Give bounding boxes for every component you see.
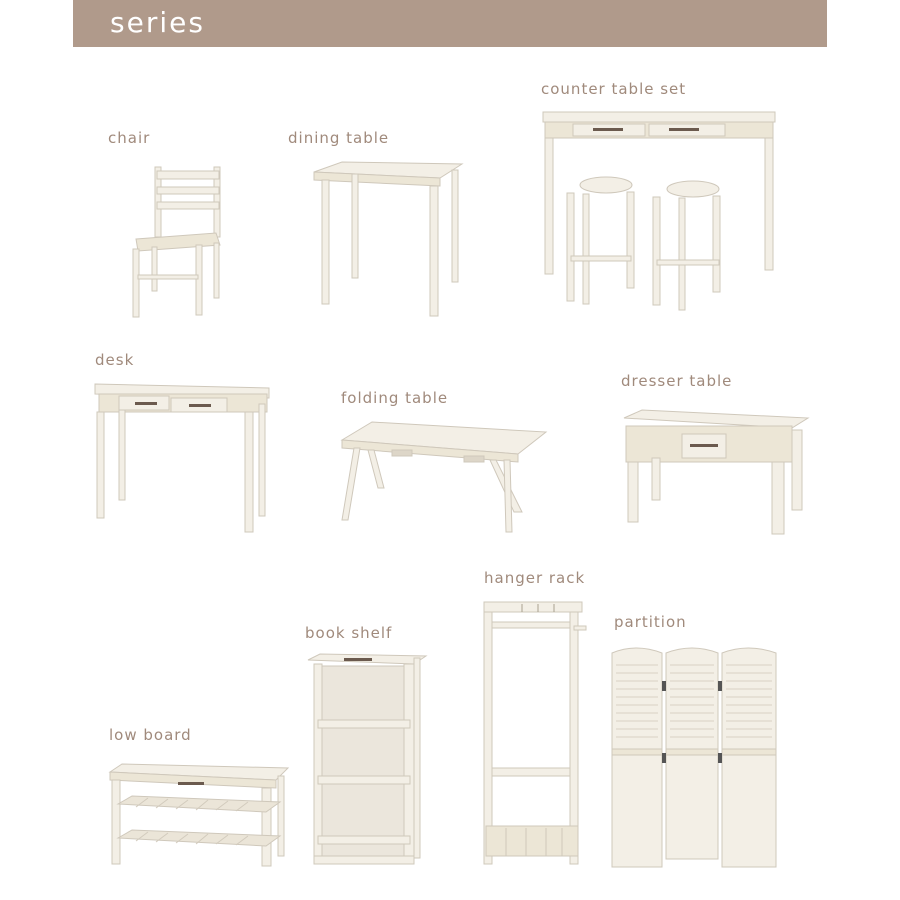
label-folding-table: folding table [341,389,449,407]
label-desk: desk [95,351,135,369]
label-hanger-rack: hanger rack [484,569,586,587]
book-shelf-image [306,652,428,868]
dresser-table-image [622,408,810,536]
partition-image [610,645,780,870]
label-partition: partition [614,613,687,631]
label-dining-table: dining table [288,129,390,147]
low-board-image [108,762,290,868]
hanger-rack-image [482,600,592,868]
label-book-shelf: book shelf [305,624,393,642]
label-low-board: low board [109,726,192,744]
chair-image [130,165,225,320]
series-title: series [110,6,205,39]
folding-table-image [340,420,550,535]
label-dresser-table: dresser table [621,372,733,390]
label-counter-table-set: counter table set [541,80,687,98]
label-chair: chair [108,129,151,147]
counter-table-set-image [541,108,777,313]
desk-image [93,382,273,534]
dining-table-image [312,160,464,318]
series-header-banner [73,0,827,47]
